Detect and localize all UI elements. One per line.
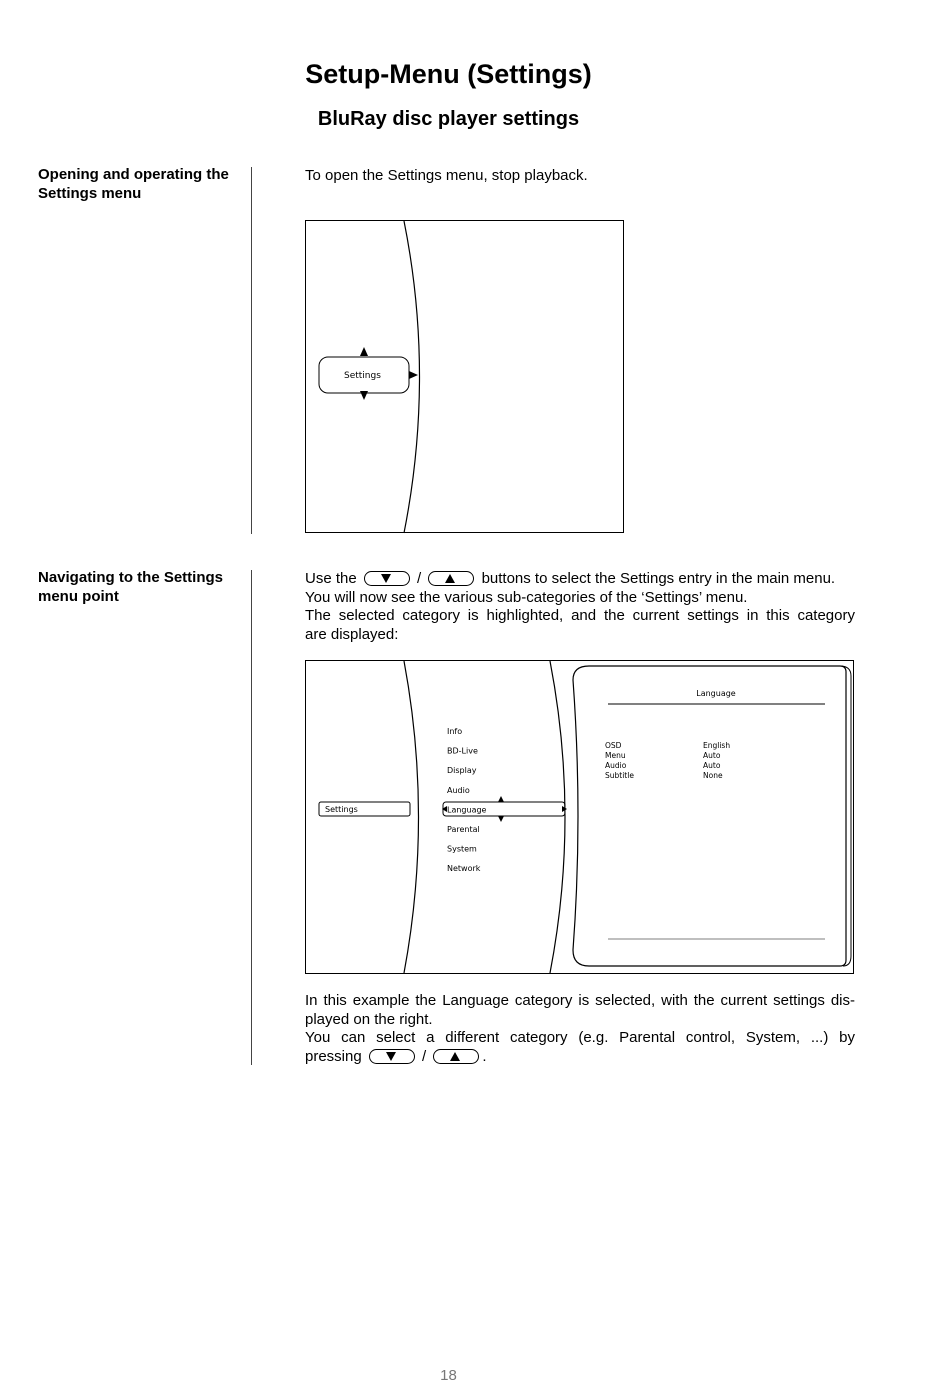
section-heading-opening: [38, 166, 243, 203]
text-fragment: /: [422, 1047, 427, 1065]
text-fragment: Use the: [305, 570, 357, 587]
setting-name: Subtitle: [605, 771, 634, 780]
settings-screen-illustration-2: [305, 660, 855, 975]
category-item: BD-Live: [447, 746, 478, 756]
setting-name: Audio: [605, 761, 627, 770]
setting-name: OSD: [605, 741, 622, 750]
section-heading-line: Navigating to the Settings: [38, 569, 224, 586]
arrow-up-button-icon: [428, 571, 474, 586]
category-item: System: [447, 844, 477, 854]
arrow-up-button-icon: [433, 1049, 479, 1064]
category-item: Parental: [447, 825, 480, 834]
category-item: Audio: [447, 785, 470, 795]
menu-item-settings: Settings: [344, 371, 381, 381]
text-line: You will now see the various sub-categories of the ‘Settings’ menu.: [305, 588, 748, 606]
setting-value: Auto: [703, 751, 721, 760]
text-line: [305, 570, 855, 589]
arrow-down-button-icon: [369, 1049, 415, 1064]
arrow-down-button-icon: [364, 571, 410, 586]
page-number: 18: [440, 1367, 457, 1384]
settings-panel: [573, 666, 846, 966]
section-heading-line: Opening and operating the: [38, 166, 229, 183]
text-fragment: buttons to select the Settings entry in the main menu.: [481, 570, 836, 587]
section-text-block-1: [305, 570, 855, 644]
text-line: played on the right.: [305, 1010, 433, 1028]
category-item: Display: [447, 766, 477, 776]
text-line: are displayed:: [305, 625, 399, 643]
section-heading-line: menu point: [38, 587, 119, 605]
text-line: You can select a different category (e.g. Parental control, System, ...) by: [305, 1029, 855, 1046]
panel-title: Language: [696, 689, 736, 698]
text-fragment: /: [417, 570, 422, 587]
setting-value: Auto: [703, 761, 721, 770]
section-heading-line: Settings menu: [38, 184, 142, 202]
page-title: Setup-Menu (Settings): [305, 59, 592, 89]
main-item-settings: Settings: [325, 805, 358, 814]
category-item: Info: [447, 727, 463, 736]
section-divider: [251, 167, 252, 534]
text-line: The selected category is highlighted, and the current settings in this category: [305, 607, 855, 624]
setting-value: None: [703, 771, 723, 780]
text-fragment: .: [482, 1047, 487, 1065]
text-fragment: pressing: [305, 1047, 362, 1065]
setting-value: English: [703, 741, 731, 750]
section-divider: [251, 570, 252, 1065]
section-heading-navigating: [38, 569, 243, 606]
section-text: To open the Settings menu, stop playback.: [305, 167, 588, 184]
text-line: [305, 1048, 855, 1067]
section-text-block-2: [305, 992, 855, 1066]
category-item: Network: [447, 864, 481, 874]
page-subtitle: BluRay disc player settings: [317, 108, 580, 130]
setting-name: Menu: [605, 751, 626, 760]
text-line: In this example the Language category is selected, with the current settings dis-: [305, 992, 855, 1009]
category-item: Language: [447, 805, 487, 815]
settings-screen-illustration-1: [305, 220, 625, 534]
